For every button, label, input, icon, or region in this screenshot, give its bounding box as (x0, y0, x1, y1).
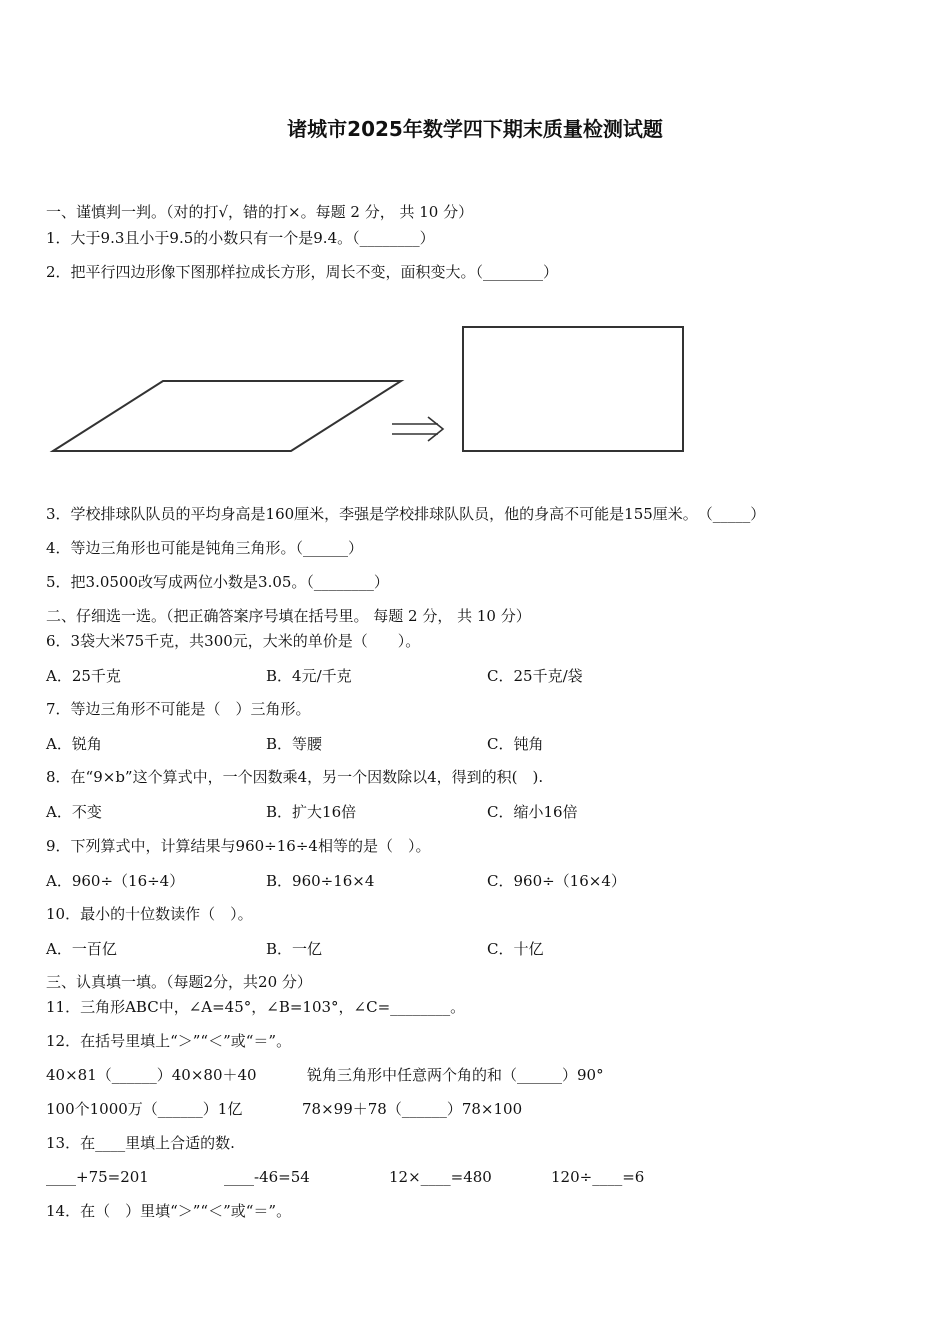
section3-heading: 三、认真填一填。（每题2分，共20 分） (46, 973, 312, 991)
comparison-item: 40×81（______）40×80＋40 (46, 1066, 257, 1084)
option-c: C．钝角 (487, 735, 544, 753)
option-b: B．4元/千克 (266, 667, 352, 685)
option-a: A．不变 (46, 803, 102, 821)
question-10: 10．最小的十位数读作（ ）。 (46, 905, 253, 923)
question-9: 9．下列算式中，计算结果与960÷16÷4相等的是（ ）。 (46, 837, 431, 855)
option-a: A．一百亿 (46, 940, 117, 958)
question-13: 13．在____里填上合适的数. (46, 1134, 235, 1152)
fill-item: ____-46=54 (224, 1168, 310, 1186)
option-c: C．十亿 (487, 940, 544, 958)
option-a: A．25千克 (46, 667, 121, 685)
question-11: 11．三角形ABC中，∠A=45°，∠B=103°，∠C=________。 (46, 998, 466, 1016)
question-8: 8．在“9×b”这个算式中，一个因数乘4，另一个因数除以4，得到的积( ). (46, 768, 544, 786)
parallelogram-shape (53, 381, 401, 451)
question-14: 14．在（ ）里填“＞”“＜”或“＝”。 (46, 1202, 292, 1220)
option-b: B．扩大16倍 (266, 803, 357, 821)
option-a: A．锐角 (46, 735, 102, 753)
comparison-item: 100个1000万（______）1亿 (46, 1100, 243, 1118)
question-12: 12．在括号里填上“＞”“＜”或“＝”。 (46, 1032, 292, 1050)
option-b: B．960÷16×4 (266, 872, 375, 890)
section2-heading: 二、仔细选一选。（把正确答案序号填在括号里。 每题 2 分， 共 10 分） (46, 607, 531, 625)
option-c: C．缩小16倍 (487, 803, 578, 821)
question-7: 7．等边三角形不可能是（ ）三角形。 (46, 700, 311, 718)
option-c: C．25千克/袋 (487, 667, 583, 685)
option-b: B．一亿 (266, 940, 323, 958)
option-b: B．等腰 (266, 735, 323, 753)
question-1: 1．大于9.3且小于9.5的小数只有一个是9.4。（________） (46, 229, 435, 247)
question-2: 2．把平行四边形像下图那样拉成长方形，周长不变，面积变大。（________） (46, 263, 559, 281)
option-a: A．960÷（16÷4） (46, 872, 185, 890)
fill-item: 12×____=480 (389, 1168, 492, 1186)
question-5: 5．把3.0500改写成两位小数是3.05。（________） (46, 573, 389, 591)
comparison-item: 锐角三角形中任意两个角的和（______）90° (307, 1066, 604, 1084)
question-6: 6．3袋大米75千克，共300元，大米的单价是（ ）。 (46, 632, 421, 650)
double-arrow-icon (392, 417, 443, 441)
page-title: 诸城市2025年数学四下期末质量检测试题 (287, 117, 663, 141)
question-4: 4．等边三角形也可能是钝角三角形。（______） (46, 539, 364, 557)
rectangle-shape (463, 327, 683, 451)
comparison-item: 78×99＋78（______）78×100 (302, 1100, 523, 1118)
option-c: C．960÷（16×4） (487, 872, 626, 890)
parallelogram-to-rectangle-figure (48, 320, 688, 460)
fill-item: ____+75=201 (46, 1168, 149, 1186)
question-3: 3．学校排球队队员的平均身高是160厘米，李强是学校排球队队员，他的身高不可能是155厘米。 （_____） (46, 505, 766, 523)
section1-heading: 一、谨慎判一判。（对的打√，错的打×。每题 2 分， 共 10 分） (46, 203, 474, 221)
fill-item: 120÷____=6 (551, 1168, 645, 1186)
